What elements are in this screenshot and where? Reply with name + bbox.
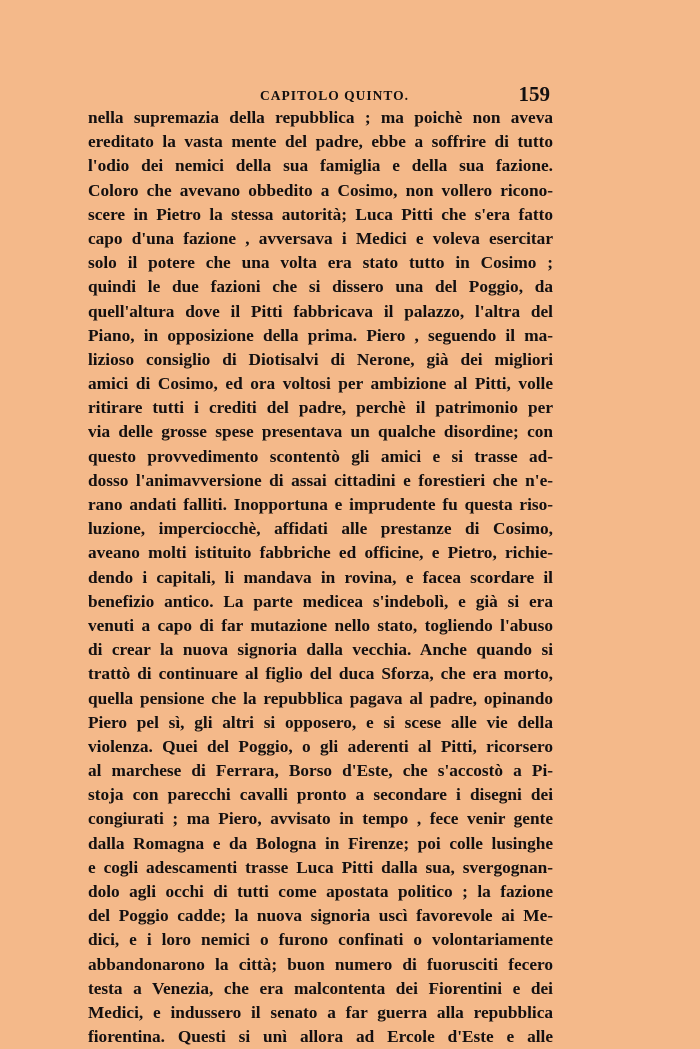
text-line: ritirare tutti i crediti del padre, perchè il patrimonio per — [88, 398, 553, 418]
text-line: luzione, imperciocchè, affidati alle prestanze di Cosimo, — [88, 519, 553, 539]
text-line: quella pensione che la repubblica pagava al padre, opinando — [88, 688, 553, 708]
text-line: ereditato la vasta mente del padre, ebbe a soffrire di tutto — [88, 132, 553, 152]
text-line: abbandonarono la città; buon numero di fuorusciti fecero — [88, 954, 553, 974]
text-line: dosso l'animavversione di assai cittadini e forestieri che n'e- — [88, 470, 553, 490]
text-line: fiorentina. Questi si unì allora ad Ercole d'Este e alle — [88, 1027, 553, 1047]
text-line: dalla Romagna e da Bologna in Firenze; poi colle lusinghe — [88, 833, 553, 853]
text-line: e cogli adescamenti trasse Luca Pitti dalla sua, svergognan- — [88, 857, 553, 877]
text-line: trattò di continuare al figlio del duca Sforza, che era morto, — [88, 664, 553, 684]
chapter-title: CAPITOLO QUINTO. — [260, 88, 410, 103]
text-line: al marchese di Ferrara, Borso d'Este, che s'accostò a Pi- — [88, 761, 553, 781]
text-line: l'odio dei nemici della sua famiglia e della sua fazione. — [88, 156, 553, 176]
page-number: 159 — [518, 82, 550, 106]
text-line: Piero pel sì, gli altri si opposero, e si scese alle vie della — [88, 712, 553, 732]
text-line: solo il potere che una volta era stato tutto in Cosimo ; — [88, 253, 553, 273]
text-line: quindi le due fazioni che si dissero una del Poggio, da — [88, 277, 553, 297]
body-text — [88, 106, 553, 1049]
text-line: congiurati ; ma Piero, avvisato in tempo , fece venir gente — [88, 809, 553, 829]
text-line: Medici, e indussero il senato a far guerra alla repubblica — [88, 1002, 553, 1022]
text-line: Piano, in opposizione della prima. Piero , seguendo il ma- — [88, 325, 553, 345]
text-line: benefizio antico. La parte medicea s'indebolì, e già si era — [88, 591, 553, 611]
text-line: del Poggio cadde; la nuova signoria uscì favorevole ai Me- — [88, 906, 553, 926]
text-line: di crear la nuova signoria dalla vecchia. Anche quando si — [88, 640, 553, 660]
text-line: dolo agli occhi di tutti come apostata politico ; la fazione — [88, 882, 553, 901]
text-line: testa a Venezia, che era malcontenta dei Fiorentini e dei — [88, 978, 553, 998]
text-line: dici, e i loro nemici o furono confinati o volontariamente — [88, 930, 553, 950]
text-line: lizioso consiglio di Diotisalvi di Nerone, già dei migliori — [88, 349, 553, 369]
text-line: stoja con parecchi cavalli pronto a secondare i disegni dei — [88, 785, 553, 805]
text-line: amici di Cosimo, ed ora voltosi per ambizione al Pitti, volle — [88, 374, 553, 394]
text-line: venuti a capo di far mutazione nello stato, togliendo l'abuso — [88, 615, 553, 635]
text-line: nella supremazia della repubblica ; ma poichè non aveva — [88, 108, 553, 127]
text-line: rano andati falliti. Inopportuna e imprudente fu questa riso- — [88, 495, 553, 514]
text-line: dendo i capitali, li mandava in rovina, e facea scordare il — [88, 567, 553, 587]
text-line: quell'altura dove il Pitti fabbricava il palazzo, l'altra del — [88, 301, 553, 321]
text-line: violenza. Quei del Poggio, o gli aderenti al Pitti, ricorsero — [88, 736, 553, 756]
text-line: scere in Pietro la stessa autorità; Luca Pitti che s'era fatto — [88, 204, 553, 224]
text-line: via delle grosse spese presentava un qualche disordine; con — [88, 422, 553, 442]
text-line: Coloro che avevano obbedito a Cosimo, non vollero ricono- — [88, 180, 553, 200]
text-line: aveano molti istituito fabbriche ed officine, e Pietro, richie- — [88, 543, 553, 563]
text-line: questo provvedimento scontentò gli amici e si trasse ad- — [88, 446, 553, 466]
text-line: capo d'una fazione , avversava i Medici e voleva esercitar — [88, 228, 553, 248]
